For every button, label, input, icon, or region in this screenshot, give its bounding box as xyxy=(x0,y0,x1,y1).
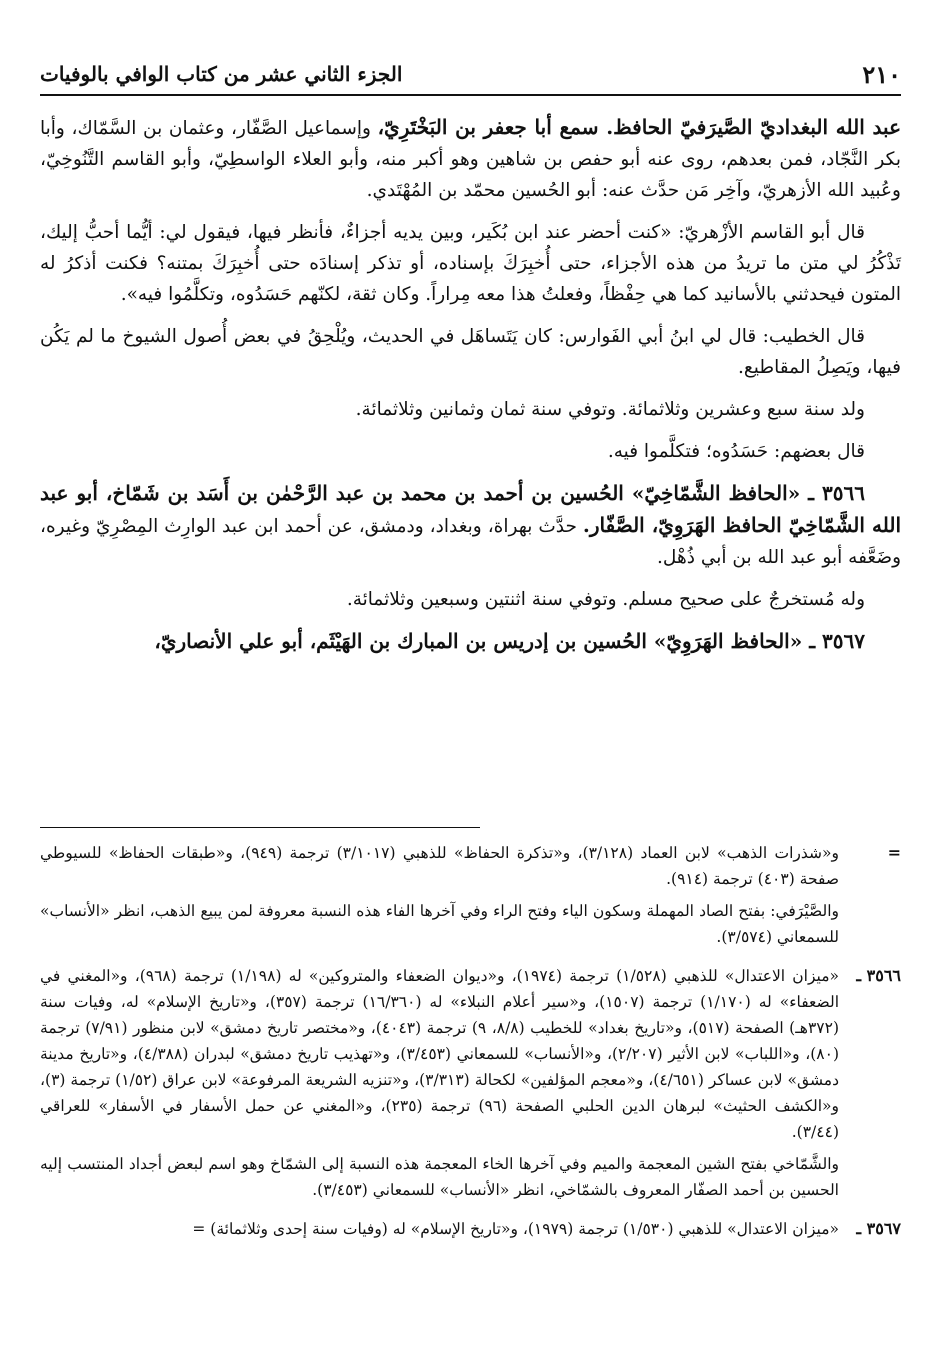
footnote-mark: ٣٥٦٦ ـ xyxy=(856,966,901,985)
footnotes xyxy=(40,840,901,1255)
running-title: الجزء الثاني عشر من كتاب الوافي بالوفيات xyxy=(40,62,403,86)
paragraph: قال الخطيب: قال لي ابنُ أبي الفَوارس: كان يَتَساهَل في الحديث، ويُلْحِقُ في بعض أُصول الشيوخ ما لم يَكُن فيها، ويَصِلُ المقاطيع. xyxy=(40,326,901,378)
entry-3567 xyxy=(40,626,901,658)
footnote-text: «ميزان الاعتدال» للذهبي (١/٥٢٨) ترجمة (١٩٧٤)، و«ديوان الضعفاء والمتروكين» له (١/١٩٨) ترجمة (٩٦٨)، و«المغني في الضعفاء» له (١/١٧٠) ترجمة (١٥٠٧)، و«سير أعلام النبلاء» له (١٦/٣٦٠) ترجمة (٣٥٧)، و«تاريخ الإسلام» له، وفيات سنة (٣٧٢هـ) الصفحة (٥١٧)، و«تاريخ بغداد» للخطيب (٨/٨، ٩) ترجمة (٤٠٤٣)، و«مختصر تاريخ دمشق» لابن منظور (٧/٩١) ترجمة (٨٠)، و«اللباب» لابن الأثير (٢/٢٠٧)، و«الأنساب» للسمعاني (٣/٤٥٣)، و«تهذيب تاريخ دمشق» لبدران (٤/٣٨٨)، و«تاريخ مدينة دمشق» لابن عساكر (٤/٦٥١)، و«معجم المؤلفين» لكحالة (٣/٣١٣)، و«تنزيه الشريعة المرفوعة» لابن عراق (١/٥٢) ترجمة (٣)، و«الكشف الحثيث» لبرهان الدين الحلبي الصفحة (٩٦) ترجمة (٢٣٥)، و«المغني عن حمل الأسفار في الأسفار» للعراقي (٣/٤٤). xyxy=(40,967,840,1141)
footnote-text: والشَّمّاخي بفتح الشين المعجمة والميم وفي آخرها الخاء المعجمة هذه النسبة إلى الشمّاخ وهو اسم لبعض أجداد المنتسب إليه الحسين بن أحمد الصفّار المعروف بالشمّاخي، انظر «الأنساب» للسمعاني (٣/٤٥٣). xyxy=(40,1155,839,1199)
paragraph: ولد سنة سبع وعشرين وثلاثمائة. وتوفي سنة ثمان وثمانين وثلاثمائة. xyxy=(355,399,865,420)
paragraph-text: حدَّث بهراة، وبغداد، ودمشق، عن أحمد ابن عبد الوارِث المِصْرِيّ وغيره، وضَعَّفه أبو عبد الله بن أبي ذُهْل. xyxy=(40,516,901,568)
footnote xyxy=(40,1216,901,1248)
entry-heading: ٣٥٦٧ ـ «الحافظ الهَرَوِيّ» الحُسين بن إدريس بن المبارك بن الهَيْثَم، أبو علي الأنصاريّ، xyxy=(154,629,865,653)
paragraph: قال أبو القاسم الأزْهريّ: «كنت أحضر عند ابن بُكَير، وبين يديه أجزاءٌ، فأنظر فيها، فيقول لي: أيُّما أحبُّ إليك، تَذْكُرُ لي متن ما تريدُ من هذه الأجزاء، حتى أُخبِرَكَ بإسناده، أو تذكر إسنادَه حتى أُخبِرَكَ بمتنه؟ فكنت أذكرُ له المتون فيحدثني بالأسانيد كما هي حِفْظاً، وفعلتُ هذا معه مِراراً. وكان ثقة، لكنّهم حَسَدُوه، وتكلَّمُوا فيه». xyxy=(40,222,901,305)
footnote-text: والصَّيْرَفي: بفتح الصاد المهملة وسكون الياء وفتح الراء وفي آخرها الفاء هذه النسبة معروفة لمن يبيع الذهب، انظر «الأنساب» للسمعاني (٣/٥٧٤). xyxy=(40,902,839,946)
footnote-body xyxy=(40,1216,839,1248)
footnote-body xyxy=(40,963,839,1209)
page-number: ٢١٠ xyxy=(862,60,901,89)
paragraph: وله مُستخرجٌ على صحيح مسلم. وتوفي سنة اثنتين وسبعين وثلاثمائة. xyxy=(346,589,865,610)
bold-lead: عبد الله البغداديّ الصَّيرَفيّ الحافظ. سمع أبا جعفر بن البَخْتَرِيّ، xyxy=(377,115,902,139)
paragraph: قال بعضهم: حَسَدُوه؛ فتكلَّموا فيه. xyxy=(607,441,865,462)
paragraph-text: وإسماعيل الصَّفّار، وعثمان بن السَّمّاك، وأبا بكر النَّجّاد، فمن بعدهم، روى عنه أبو حفص بن شاهين وهو أكبر منه، وأبو العلاء الواسطِيّ، وأبو القاسم التَّنُوخِيّ، وعُبيد الله الأزهريّ، وآخِر مَن حدَّث عنه: أبو الحُسين محمّد بن المُهْتَدي. xyxy=(40,118,901,201)
main-text xyxy=(40,112,901,669)
footnote-body xyxy=(40,840,839,956)
footnote-mark: = xyxy=(887,843,901,862)
running-header xyxy=(40,56,901,96)
header-rule xyxy=(40,94,901,96)
footnote-mark: ٣٥٦٧ ـ xyxy=(856,1219,901,1238)
footnote xyxy=(40,840,901,956)
footnote-text: و«شذرات الذهب» لابن العماد (٣/١٢٨)، و«تذكرة الحفاظ» للذهبي (٣/١٠١٧) ترجمة (٩٤٩)، و«طبقات الحفاظ» للسيوطي صفحة (٤٠٣) ترجمة (٩١٤). xyxy=(40,844,839,888)
paragraph xyxy=(40,112,901,206)
entry-heading: ٣٥٦٦ ـ «الحافظ الشَّمّاخِيّ» الحُسين بن أحمد بن محمد بن عبد الرَّحْمٰن بن أَسَد بن شَمّاخ، أبو عبد الله الشَّمّاخِيّ الحافظ الهَرَوِيّ، الصَّفّار. xyxy=(40,481,901,537)
entry-3566 xyxy=(40,478,901,573)
footnote-text: «ميزان الاعتدال» للذهبي (١/٥٣٠) ترجمة (١٩٧٩)، و«تاريخ الإسلام» له (وفيات سنة إحدى وثلاثمائة) = xyxy=(192,1220,839,1238)
footnote-rule xyxy=(40,827,480,828)
footnote xyxy=(40,963,901,1209)
